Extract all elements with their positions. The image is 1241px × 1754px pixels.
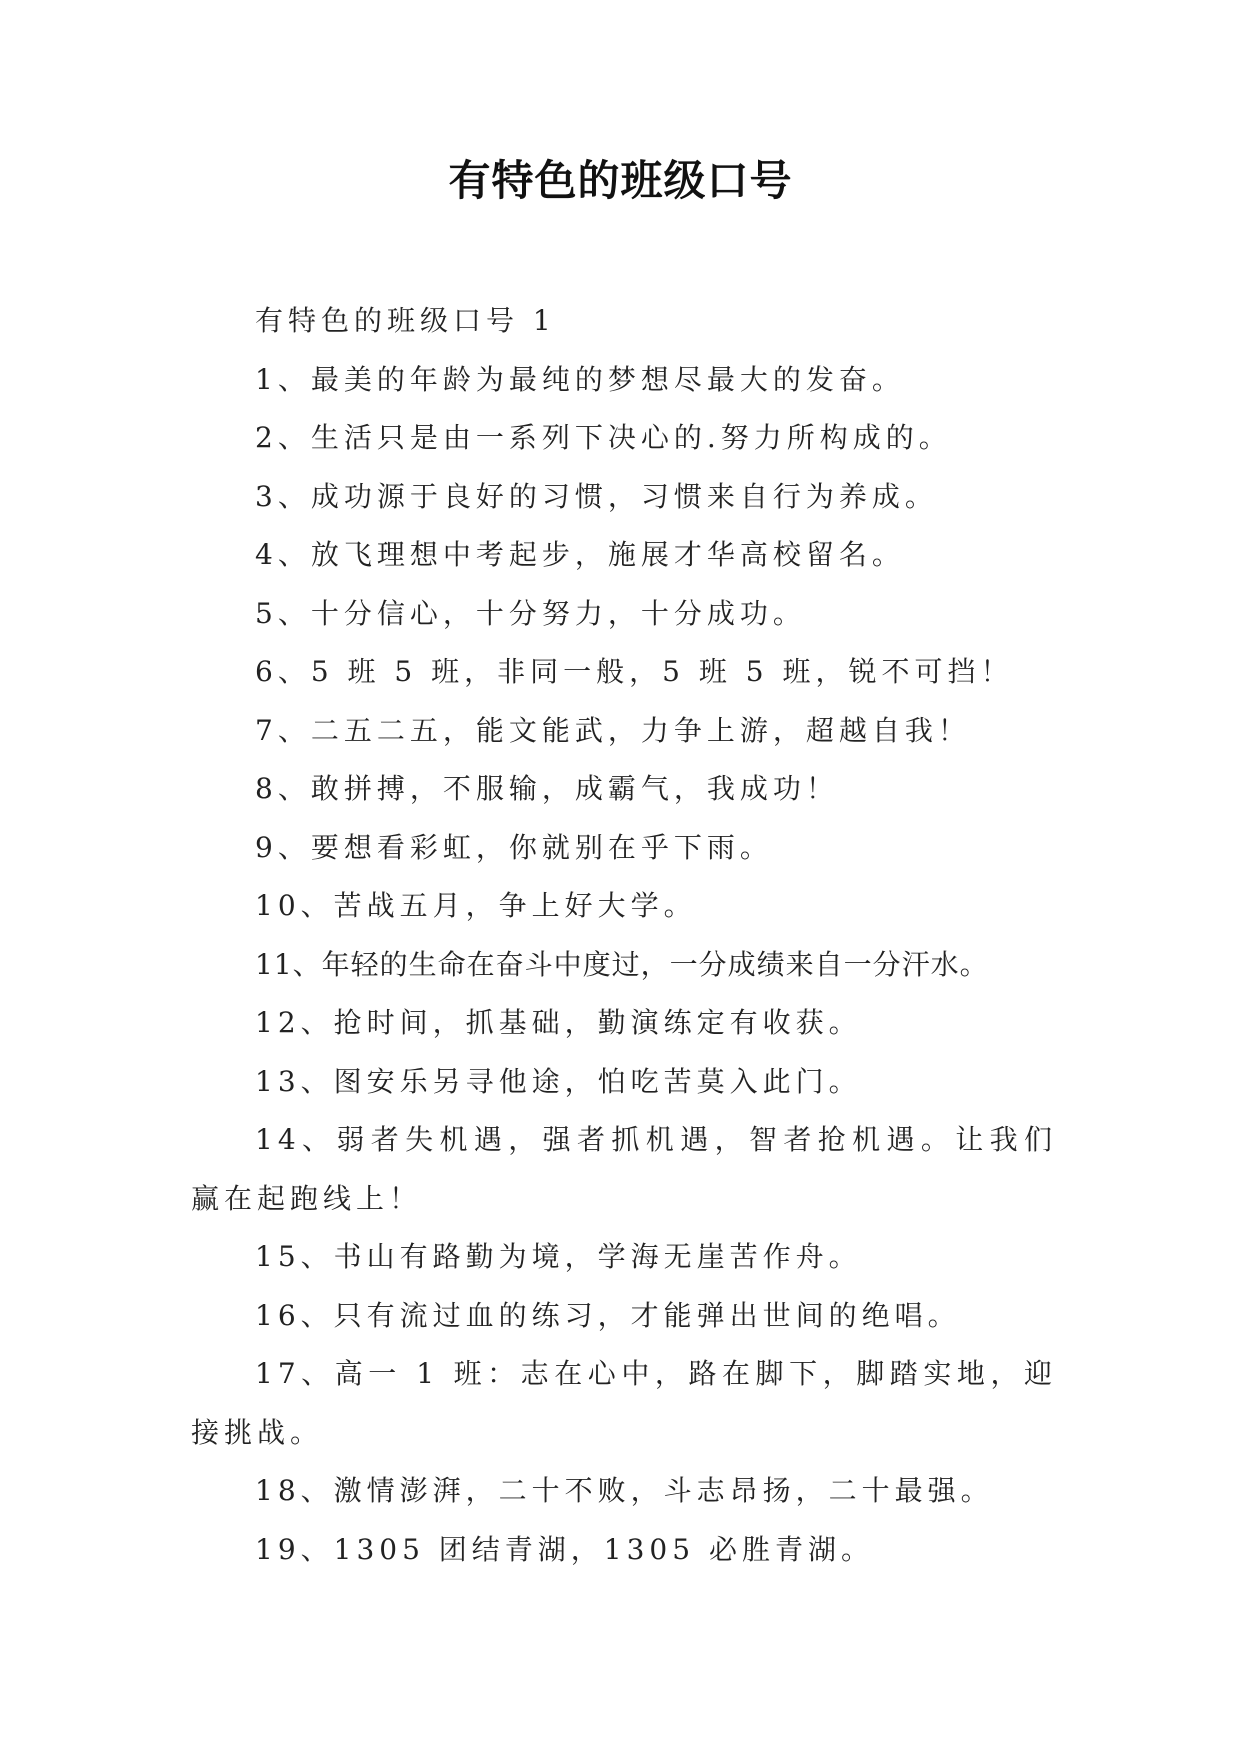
slogan-line: 19、1305 团结青湖，1305 必胜青湖。 xyxy=(255,1532,874,1566)
slogan-line: 18、激情澎湃，二十不败，斗志昂扬，二十最强。 xyxy=(255,1474,994,1507)
slogan-line: 17、高一 1 班：志在心中，路在脚下，脚踏实地，迎接挑战。 xyxy=(191,1357,1057,1449)
slogan-line: 14、弱者失机遇，强者抓机遇，智者抢机遇。让我们赢在起跑线上！ xyxy=(191,1123,1057,1215)
slogan-line: 6、5 班 5 班，非同一般，5 班 5 班，锐不可挡！ xyxy=(255,655,1014,688)
slogan-line: 16、只有流过血的练习，才能弹出世间的绝唱。 xyxy=(255,1298,961,1332)
document-title: 有特色的班级口号 xyxy=(448,156,793,205)
slogan-line: 3、成功源于良好的习惯，习惯来自行为养成。 xyxy=(255,479,938,513)
slogan-line: 15、书山有路勤为境，学海无崖苦作舟。 xyxy=(255,1240,862,1273)
slogan-line: 9、要想看彩虹，你就别在乎下雨。 xyxy=(255,830,773,864)
section-heading: 有特色的班级口号 1 xyxy=(255,304,556,337)
slogan-line: 1、最美的年龄为最纯的梦想尽最大的发奋。 xyxy=(255,362,905,396)
slogan-line: 10、苦战五月，争上好大学。 xyxy=(255,889,697,922)
slogan-line: 4、放飞理想中考起步，施展才华高校留名。 xyxy=(255,538,905,571)
slogan-line: 11、年轻的生命在奋斗中度过，一分成绩来自一分汗水。 xyxy=(255,947,989,981)
slogan-line: 8、敢拼搏，不服输，成霸气，我成功！ xyxy=(255,772,839,805)
slogan-line: 2、生活只是由一系列下决心的.努力所构成的。 xyxy=(255,421,952,454)
document-body xyxy=(191,292,1057,1579)
slogan-line: 12、抢时间，抓基础，勤演练定有收获。 xyxy=(255,1006,862,1039)
slogan-line: 13、图安乐另寻他途，怕吃苦莫入此门。 xyxy=(255,1064,862,1098)
slogan-line: 7、二五二五，能文能武，力争上游，超越自我！ xyxy=(255,713,971,747)
slogan-line: 5、十分信心，十分努力，十分成功。 xyxy=(255,596,806,630)
